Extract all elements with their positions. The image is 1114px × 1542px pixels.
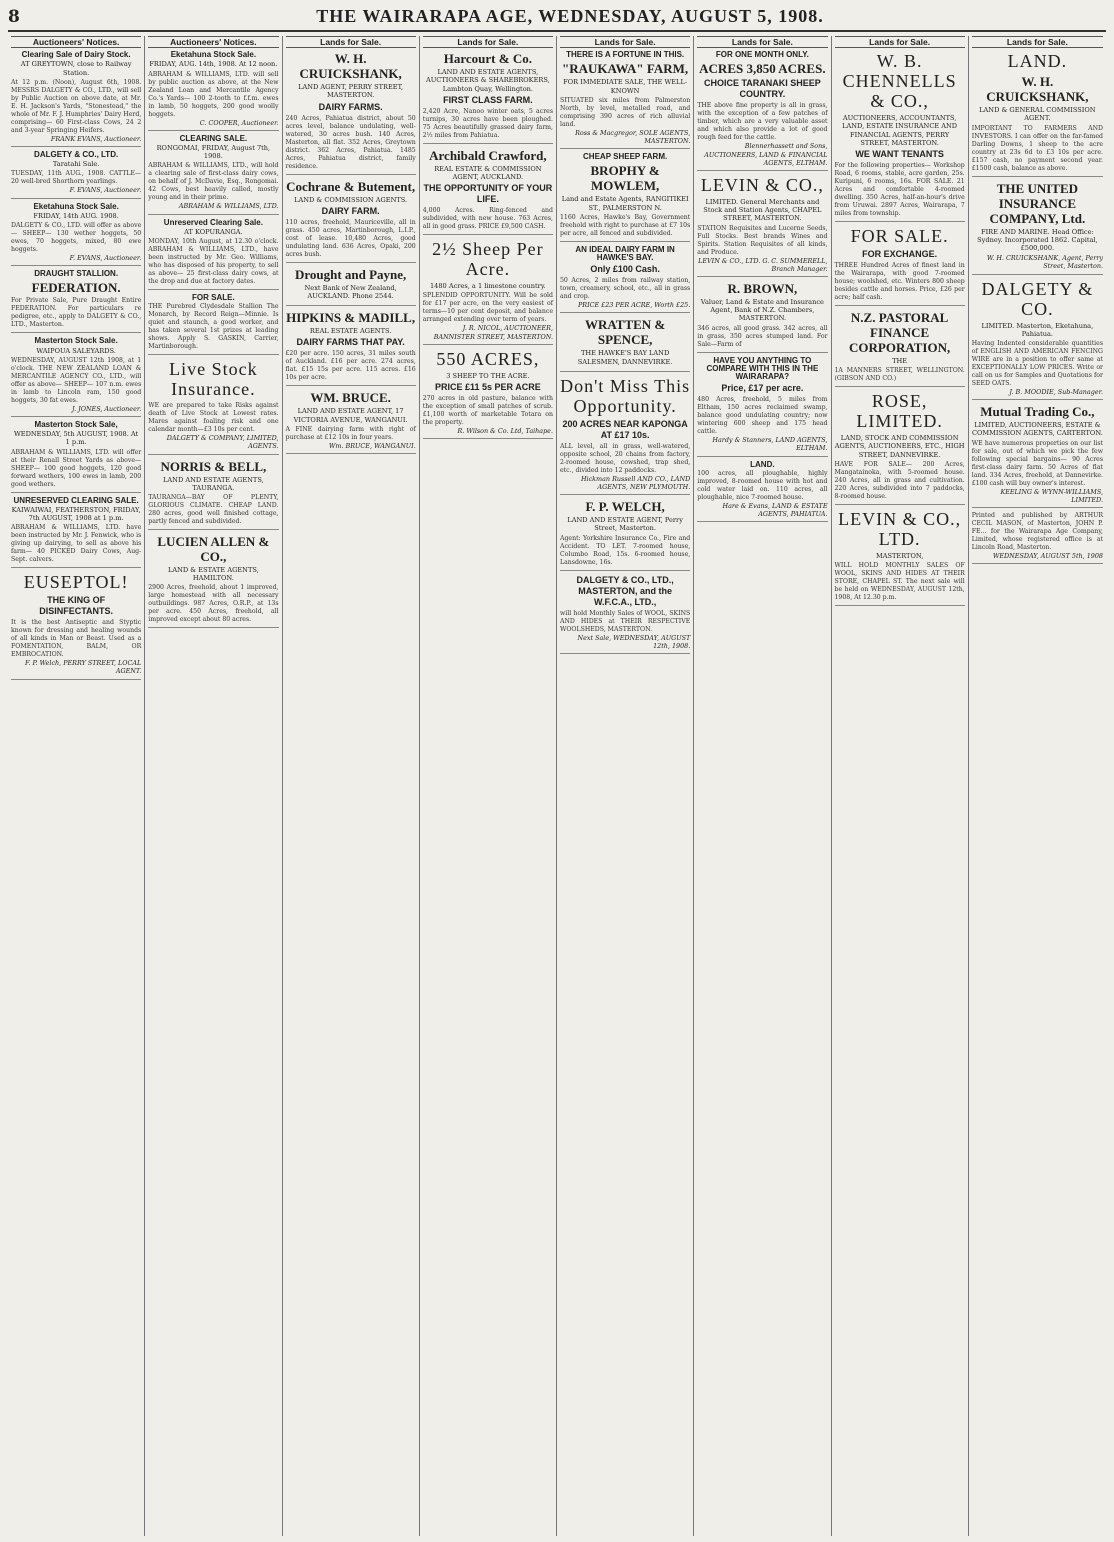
column-heading: Lands for Sale.	[835, 36, 965, 48]
advertisement	[423, 239, 553, 345]
ad-title: THERE IS A FORTUNE IN THIS.	[566, 50, 685, 60]
advertisement	[11, 151, 141, 199]
ad-body: WE have numerous properties on our list for sale, out of which we pick the few following special bargains— 90 Acres first-class dairy farm. 50 Acres of flat land. 334 Acres, freehold, at Dannevirke. £100 cash will buy owner's interest.	[971, 439, 1103, 487]
advertisement	[697, 461, 827, 523]
advertisement	[560, 376, 690, 495]
ad-signature: Hare & Evans, LAND & ESTATE AGENTS, PAHIATUA.	[722, 501, 828, 519]
ad-body: WILL HOLD MONTHLY SALES OF WOOL, SKINS AND HIDES AT THEIR STORE, CHAPEL ST. The next sale will be held on WEDNESDAY, AUGUST 12th, 1908, At 12.30 p.m.	[834, 562, 965, 602]
advertisement	[972, 51, 1103, 176]
advertisement	[148, 459, 278, 530]
advertisement	[286, 179, 416, 263]
ad-heading: Harcourt & Co.	[443, 51, 532, 67]
ad-heading: Archibald Crawford,	[429, 147, 547, 163]
ad-body: MONDAY, 10th August, at 12.30 o'clock. ABRAHAM & WILLIAMS, LTD., have been instructed by Mr. Geo. Williams, who has disposed of his property, to sell as above— 25 first-class dairy cows, at the drop and due at factory dates.	[148, 238, 279, 286]
ad-body: IMPORTANT TO FARMERS AND INVESTORS. I can offer on the far-famed Darling Downs, 1 sheep to the acre country at 23s 6d to £3 10s per acre. £157 cash, no payment second year. £1500 cash, balance as above.	[971, 124, 1103, 172]
advertisement	[11, 337, 141, 417]
ad-signature: Hardy & Stanners, LAND AGENTS, ELTHAM.	[712, 436, 828, 453]
ad-signature: R. Wilson & Co. Ltd, Taihape.	[457, 427, 553, 436]
advertisement	[560, 51, 690, 149]
advertisement	[148, 294, 278, 355]
ad-body: 110 acres, freehold, Mauriceville, all in grass. 450 acres, Martinborough, L.I.P., cost of lease. 10,480 Acres, good undulating land. 636 Acres, Opaki, 200 acres bush.	[285, 218, 416, 258]
ad-subtitle: LIMITED, AUCTIONEERS, ESTATE & COMMISSION AGENTS, CARTERTON.	[971, 421, 1103, 438]
ad-title: Clearing Sale of Dairy Stock.	[21, 50, 131, 60]
ad-body: Agent: Yorkshire Insurance Co., Fire and Accident. TO LET. 7-roomed house, Columbo Road, 15s. 6-roomed house, Lansdowne, 16s.	[560, 534, 691, 566]
advertisement	[835, 509, 965, 606]
advertisement	[560, 153, 690, 242]
ad-subtitle: Land and Estate Agents, RANGITIKEI ST., PALMERSTON N.	[561, 195, 689, 212]
ad-body: For the following properties— Workshop Road, 6 rooms, stable, acre garden, 25s. Kuripuni, 6 rooms, 16s. FOR SALE. 21 Acres and comfortable 4-roomed dwelling. 350 Acres, half-an-hour's drive from Uruwai. 2897 Acres, Wairarapa, 7 miles from township.	[834, 162, 965, 218]
ad-subtitle: LAND AND ESTATE AGENTS, AUCTIONEERS & SHAREBROKERS, Lambton Quay, Wellington.	[425, 68, 550, 93]
ad-subtitle: AUCTIONEERS, ACCOUNTANTS, LAND, ESTATE INSURANCE AND FINANCIAL AGENTS, PERRY STREET, MASTERTON.	[842, 114, 958, 147]
ad-subtitle: RONGOMAI, FRIDAY, August 7th, 1908.	[156, 144, 271, 161]
advertisement	[286, 310, 416, 386]
ad-body: ABRAHAM & WILLIAMS, LTD. will sell by public auction as above, at the New Zealand Loan and Mercantile Agency Co.'s Yards— 100 2-tooth to f.f.m. ewes in lamb, 50 hoggets, 200 good woolly hoggets.	[148, 70, 279, 118]
ad-signature: Hickman Russell AND CO., LAND AGENTS, NEW PLYMOUTH.	[580, 474, 691, 492]
ad-subtitle: Taratahi Sale.	[52, 160, 100, 169]
ad-signature: Ross & Macgregor, SOLE AGENTS, MASTERTON.	[575, 128, 691, 146]
ad-body: 50 Acres, 2 miles from railway station, town, creamery, school, etc., all in grass and crop.	[560, 277, 691, 301]
ad-display-heading: EUSEPTOL!	[23, 572, 129, 593]
ad-title: DALGETY & CO., LTD.	[34, 150, 119, 160]
column-heading: Lands for Sale.	[697, 36, 827, 48]
ad-body: WE are prepared to take Risks against death of Live Stock at Lowest rates. Mares against foaling risk and one calendar month—£3 10s per cent.	[148, 402, 279, 434]
ad-title: LAND.	[750, 459, 775, 469]
ad-subtitle: LAND AND ESTATE AGENTS, TAURANGA.	[163, 475, 264, 492]
ad-bold-line: CHOICE TARANAKI SHEEP COUNTRY.	[703, 78, 821, 100]
ad-display-heading: Live Stock Insurance.	[169, 359, 258, 400]
ad-title: Masterton Stock Sale.	[34, 336, 118, 346]
ad-display-heading: FOR SALE.	[850, 226, 949, 247]
newspaper-title: THE WAIRARAPA AGE, WEDNESDAY, AUGUST 5, 1908.	[316, 6, 824, 26]
ad-body: 1A MANNERS STREET, WELLINGTON. (GIBSON AND CO.)	[834, 367, 965, 383]
ad-signature: J. JONES, Auctioneer.	[72, 404, 142, 413]
ad-body: ABRAHAM & WILLIAMS, LTD., will hold a clearing sale of first-class dairy cows, on behalf of J. McDavie, Esq., Rongomai. 42 Cows, best heavily called, mostly young and in their prime.	[148, 162, 279, 202]
ad-title: AN IDEAL DAIRY FARM IN HAWKE'S BAY.	[575, 244, 675, 263]
advertisement	[423, 349, 553, 439]
advertisement	[11, 497, 141, 569]
advertisement	[835, 51, 965, 222]
ad-heading: Drought and Payne,	[294, 266, 407, 282]
ad-subtitle: LAND & GENERAL COMMISSION AGENT.	[979, 106, 1096, 123]
ad-signature: PRICE £23 PER ACRE, Worth £25.	[577, 301, 691, 310]
ad-bold-line: WE WANT TENANTS	[855, 149, 944, 160]
ad-title: CLEARING SALE.	[179, 133, 248, 143]
ad-signature: DALGETY & COMPANY, LIMITED, AGENTS.	[166, 434, 279, 451]
ad-heading: ACRES 3,850 ACRES.	[699, 61, 826, 77]
ad-body: STATION Requisites and Lucerne Seeds, Full Stocks. Best brands Wines and Spirits. Station Requisites of all kinds, and Produce.	[697, 224, 828, 256]
ad-signature: W. H. CRUICKSHANK, Agent, Perry Street, Masterton.	[986, 254, 1103, 271]
advertisement	[697, 357, 827, 457]
ad-title: Eketahuna Stock Sale.	[170, 50, 257, 60]
ad-bold-line: DALGETY & CO., LTD., MASTERTON, and the W.F.C.A., LTD.,	[576, 574, 674, 607]
advertisement	[972, 404, 1103, 508]
ad-subtitle: KAIWAIWAI, FEATHERSTON, FRIDAY, 7th AUGUST, 1908 at 1 p.m.	[11, 505, 141, 523]
ad-subtitle: Next Bank of New Zealand, AUCKLAND. Phone 2544.	[304, 283, 397, 301]
ad-bold-line: FOR EXCHANGE.	[862, 249, 938, 260]
masthead	[8, 6, 1106, 32]
ad-subtitle: WEDNESDAY, 5th AUGUST, 1908. At 1 p.m.	[14, 430, 139, 447]
ad-title: CHEAP SHEEP FARM.	[583, 152, 668, 162]
ad-bold-line: Only £100 Cash.	[590, 264, 660, 275]
ad-body: HAVE FOR SALE— 200 Acres, Mangatainoka, with 5-roomed house. 240 Acres, all in grass and cultivation. 220 Acres, subdivided into 7 paddocks, 8-roomed house.	[834, 460, 965, 500]
ad-body: For Private Sale, Pure Draught Entire FEDERATION. For particulars re pedigree, etc., apply to DALGETY & CO., LTD., Masterton.	[11, 297, 142, 329]
ad-heading: FEDERATION.	[31, 280, 121, 296]
ad-body: ALL level, all in grass, well-watered, opposite school, 20 chains from factory, 2-roomed house, cowshed, trap shed, etc., divided into 12 paddocks.	[560, 442, 691, 474]
ad-body: 270 acres in old pasture, balance with the exception of small patches of scrub. £1,100 worth of marketable Totara on the property.	[422, 395, 553, 427]
ad-body: 4,000 Acres. Ring-fenced and subdivided, with new house. 763 Acres, all in good grass. PRICE £9,500 CASH.	[422, 207, 553, 231]
ad-heading: WM. BRUCE.	[310, 390, 391, 406]
ad-heading: BROPHY & MOWLEM,	[590, 163, 660, 194]
ad-title: FOR ONE MONTH ONLY.	[715, 50, 809, 60]
column-6	[694, 36, 831, 1536]
advertisement	[560, 499, 690, 570]
ad-body: THE above fine property is all in grass, with the exception of a few patches of timber, which are a very valuable asset and which also provide a lot of good rough feed for the cattle.	[697, 102, 828, 142]
advertisement	[560, 317, 690, 371]
ad-heading: W. H. CRUICKSHANK,	[986, 74, 1089, 105]
column-2	[145, 36, 282, 1536]
advertisement	[835, 391, 965, 505]
ad-body: 346 acres, all good grass. 342 acres, all in grass, 350 acres stumped land. For Sale—Farm of	[697, 324, 828, 348]
ad-body: SPLENDID OPPORTUNITY. Will be sold for £17 per acre, on the very easiest of terms—10 per cent deposit, and balance arranged extending over term of years.	[422, 292, 553, 324]
ad-signature: FRANK EVANS, Auctioneer.	[50, 134, 142, 143]
ad-body: 2,420 Acre, Nanoo winter oats, 5 acres turnips, 30 acres have been ploughed. 75 Acres beautifully grassed dairy farm, 2½ miles from Pahiatua.	[422, 107, 553, 139]
ad-subtitle: 3 SHEEP TO THE ACRE.	[446, 371, 530, 380]
ad-title: UNRESERVED CLEARING SALE.	[13, 495, 139, 505]
column-heading: Lands for Sale.	[972, 36, 1103, 48]
advertisement	[11, 572, 141, 679]
column-3	[283, 36, 420, 1536]
ad-subtitle: LIMITED. General Merchants and Stock and Station Agents, CHAPEL STREET, MASTERTON.	[703, 198, 822, 223]
advertisement	[697, 175, 827, 277]
ad-display-heading: 2½ Sheep Per Acre.	[432, 239, 544, 280]
ad-body: At 12 p.m. (Noon), August 6th, 1908. MESSRS DALGETY & CO., LTD., will sell by Public Auction on above date, at Mr. E. H. Jackson's Yards, "Stonestead," the whole of Mr. F. J. Humphries' Dairy Herd, comprising— 60 First-class Cows, 24 2 and 3-year Springing Heifers.	[11, 78, 142, 134]
ad-heading: R. BROWN,	[727, 281, 798, 297]
column-heading: Lands for Sale.	[423, 36, 553, 48]
advertisement	[972, 512, 1103, 564]
ad-signature: LEVIN & CO., LTD. G. C. SUMMERELL, Branch Manager.	[698, 256, 828, 273]
ad-subtitle: FRIDAY, 14th AUG. 1908.	[33, 211, 119, 220]
advertisement	[835, 310, 965, 387]
advertisement	[423, 148, 553, 235]
ad-body: 480 Acres, freehold, 5 miles from Eltham, 150 acres reclaimed swamp, balance good undulating country; now wintering 600 sheep and 175 head cattle.	[697, 396, 828, 436]
ad-display-heading: W. B. CHENNELLS & CO.,	[842, 51, 957, 112]
ad-subtitle: MASTERTON,	[875, 551, 924, 560]
ad-body: TUESDAY, 11th AUG., 1908. CATTLE— 20 well-bred Shorthorn yearlings.	[11, 170, 142, 186]
ad-subtitle: THE HAWKE'S BAY LAND SALESMEN, DANNEVIRKE.	[577, 349, 673, 366]
ad-bold-line: DAIRY FARMS THAT PAY.	[296, 337, 405, 348]
ad-body: 100 acres, all ploughable, highly improved, 8-roomed house with hot and cold water laid on. 110 acres, all ploughable, nice 7-roomed house.	[697, 469, 828, 501]
advertisement	[148, 51, 278, 131]
ad-subtitle: LIMITED. Masterton, Eketahuna, Pahiatua.	[981, 321, 1094, 338]
ad-subtitle: Valuer, Land & Estate and Insurance Agent, Bank of N.Z. Chambers, MASTERTON.	[700, 298, 824, 323]
advertisement	[148, 359, 278, 454]
ad-bold-line: PRICE £11 5s PER ACRE	[435, 382, 541, 393]
ad-heading: LUCIEN ALLEN & CO.,	[157, 534, 270, 565]
ad-signature: F. EVANS, Auctioneer.	[69, 254, 142, 263]
advertisement	[148, 135, 278, 215]
ad-signature: WEDNESDAY, AUGUST 5th, 1908	[992, 552, 1103, 561]
ad-subtitle: THE	[892, 357, 908, 366]
advertisement	[972, 279, 1103, 401]
ad-bold-line: DAIRY FARMS.	[318, 101, 383, 112]
column-1	[8, 36, 145, 1536]
ad-body: Printed and published by ARTHUR CECIL MASON, of Masterton, JOHN P. FE... for the Wairarapa Age Company, Limited, whose registered office is at Lincoln Road, Masterton.	[971, 512, 1103, 552]
ad-heading: Mutual Trading Co.,	[980, 404, 1095, 420]
advertisement	[11, 51, 141, 147]
ad-bold-line: DAIRY FARM.	[321, 205, 380, 216]
ad-heading: THE UNITED INSURANCE COMPANY, Ltd.	[989, 180, 1086, 226]
advertisement	[697, 281, 827, 353]
ad-body: ABRAHAM & WILLIAMS, LTD. will offer at their Renall Street Yards as above— SHEEP— 100 good hoggets, 120 good forward wethers, 100 ewes in lamb, 200 good wethers.	[11, 448, 142, 488]
ad-subtitle: LAND AGENT, PERRY STREET, MASTERTON.	[298, 83, 404, 100]
ad-body: 240 Acres, Pahiatua district, about 50 acres level, balance undulating, well-watered, 30 acres bush. 140 Acres, Masterton, all flat. 352 Acres, Greytown district. 362 Acres, Pahiatua. 1485 Acres, Pahiatua district, family residence.	[285, 114, 416, 170]
ad-display-heading: LEVIN & CO., LTD.	[838, 508, 962, 549]
ad-heading: "RAUKAWA" FARM,	[562, 61, 689, 77]
advertisement	[286, 390, 416, 454]
columns-container	[8, 36, 1106, 1536]
ad-body: TAURANGA—BAY OF PLENTY, GLORIOUS CLIMATE. CHEAP LAND. 280 acres, good well finished cottage, partly fenced and subdivided.	[148, 494, 279, 526]
column-4	[420, 36, 557, 1536]
advertisement	[423, 51, 553, 144]
ad-display-heading: LAND.	[1007, 51, 1068, 72]
ad-title: FOR SALE.	[192, 293, 235, 303]
advertisement	[697, 51, 827, 171]
ad-body: WEDNESDAY, AUGUST 12th 1908, at 1 o'clock. THE NEW ZEALAND LOAN & MERCANTILE AGENCY CO., LTD., will offer as above— SHEEP— 107 n.m. ewes in lamb to Lincoln ram, 150 good hoggets, 30 fat ewes.	[11, 356, 142, 404]
ad-subtitle: FRIDAY, AUG. 14th, 1908. At 12 noon.	[149, 60, 278, 69]
ad-signature: J. B. MOODIE, Sub-Manager.	[1009, 388, 1103, 397]
ad-display-heading: 550 ACRES,	[436, 348, 540, 369]
column-5	[557, 36, 694, 1536]
ad-heading: W. H. CRUICKSHANK,	[299, 51, 402, 82]
ad-bold-line: THE OPPORTUNITY OF YOUR LIFE.	[423, 183, 553, 205]
ad-subtitle: REAL ESTATE & COMMISSION AGENT, AUCKLAND.	[434, 164, 542, 182]
ad-bold-line: THE KING OF DISINFECTANTS.	[39, 595, 114, 617]
ad-subtitle: 1480 Acres, a 1 limestone country.	[429, 282, 546, 291]
ad-signature: Blennerhassett and Sons, AUCTIONEERS, LAND & FINANCIAL AGENTS, ELTHAM.	[704, 142, 828, 167]
ad-heading: Cochrane & Butement,	[286, 178, 416, 194]
advertisement	[11, 270, 141, 333]
advertisement	[286, 267, 416, 306]
ad-body: ABRAHAM & WILLIAMS, LTD. have been instructed by Mr. J. Fenwick, who is giving up dairying, to sell as above his farm— 40 PICKED Dairy Cows, Aug-Sept. calvers.	[11, 524, 142, 564]
ad-heading: F. P. WELCH,	[585, 499, 665, 515]
ad-display-heading: Don't Miss This Opportunity.	[560, 375, 691, 416]
ad-heading: HIPKINS & MADILL,	[286, 310, 416, 326]
advertisement	[972, 181, 1103, 275]
ad-signature: J. R. NICOL, AUCTIONEER, BANNISTER STREET, MASTERTON.	[433, 324, 553, 341]
ad-subtitle: WAIPOUA SALEYARDS.	[36, 346, 116, 355]
ad-bold-line: FIRST CLASS FARM.	[443, 94, 533, 105]
ad-subtitle: REAL ESTATE AGENTS.	[309, 327, 392, 336]
ad-signature: C. COOPER, Auctioneer.	[199, 118, 279, 127]
ad-title: Masterton Stock Sale,	[34, 420, 118, 430]
ad-signature: KEELING & WYNN-WILLIAMS, LIMITED.	[1000, 487, 1103, 504]
page-number: 8	[8, 7, 20, 27]
ad-subtitle: AT KOPURANGA.	[184, 227, 243, 236]
ad-signature: F. EVANS, Auctioneer.	[69, 186, 142, 195]
ad-body: DALGETY & CO., LTD. will offer as above— SHEEP— 130 wether hoggets, 50 ewes, 70 hoggets, mixed, 80 ewe hoggets.	[11, 222, 142, 254]
ad-title: HAVE YOU ANYTHING TO COMPARE WITH THIS IN THE WAIRARAPA?	[706, 355, 819, 382]
ad-body: THE Purebred Clydesdale Stallion The Monarch, by Record Reign—Minnie. Is quiet and staunch, a good worker, and has taken several 1st prizes at leading shows. Apply S. GASKIN, Carrier, Martinborough.	[148, 303, 279, 351]
ad-title: Unreserved Clearing Sale.	[163, 217, 263, 227]
ad-subtitle: LAND, STOCK AND COMMISSION AGENTS, AUCTIONEERS, ETC., HIGH STREET, DANNEVIRKE.	[834, 434, 965, 459]
ad-body: It is the best Antiseptic and Styptic known for dressing and healing wounds of all kinds in Man or Beast. Used as a FOMENTATION, BALM, OR EMBROCATION.	[11, 619, 142, 659]
ad-title: Eketahuna Stock Sale.	[33, 201, 119, 211]
ad-body: will hold Monthly Sales of WOOL, SKINS AND HIDES at THEIR RESPECTIVE WOOLSHEDS, MASTERTON.	[560, 609, 691, 633]
advertisement	[148, 219, 278, 290]
column-heading: Auctioneers' Notices.	[148, 36, 278, 48]
advertisement	[560, 575, 690, 654]
ad-body: A FINE dairying farm with right of purchase at £12 10s in four years.	[285, 425, 416, 441]
ad-subtitle: LAND & ESTATE AGENTS, HAMILTON.	[168, 566, 259, 583]
ad-body: 2900 Acres, freehold, about 1 improved, large homestead with all necessary outbuildings. 987 Acres, O.R.P., at 13s per acre. 450 Acres, freehold, all improved except about 80 acres.	[148, 584, 279, 624]
ad-bold-line: 200 ACRES NEAR KAPONGA AT £17 10s.	[562, 418, 688, 440]
ad-display-heading: DALGETY & CO.	[981, 278, 1094, 319]
ad-signature: Wm. BRUCE, WANGANUI.	[328, 441, 416, 450]
ad-body: SITUATED six miles from Palmerston North, by level, metalled road, and comprising 390 acres of rich alluvial land.	[560, 96, 691, 128]
ad-body: THREE Hundred Acres of finest land in the Wairarapa, with good 7-roomed house; woolshed, etc. Winters 800 sheep besides cattle and horses. Price, £26 per acre; half cash.	[834, 262, 965, 302]
advertisement	[148, 534, 278, 628]
ad-display-heading: ROSE, LIMITED.	[856, 391, 943, 432]
advertisement	[560, 246, 690, 314]
ad-subtitle: FIRE AND MARINE. Head Office: Sydney. Incorporated 1862. Capital, £500,000.	[977, 227, 1098, 253]
ad-subtitle: LAND & COMMISSION AGENTS.	[294, 195, 408, 204]
column-7	[832, 36, 969, 1536]
column-heading: Lands for Sale.	[286, 36, 416, 48]
advertisement	[835, 226, 965, 306]
ad-body: Having Indented considerable quantities of ENGLISH AND AMERICAN FENCING WIRE are in a position to offer same at EXCEPTIONALLY LOW PRICES. Write or call on us for Samples and Quotations for SEED OATS.	[971, 340, 1103, 388]
ad-subtitle: LAND AND ESTATE AGENT, Perry Street, Masterton.	[567, 516, 683, 533]
column-heading: Auctioneers' Notices.	[11, 36, 141, 48]
column-8	[969, 36, 1106, 1536]
ad-heading: N.Z. PASTORAL FINANCE CORPORATION,	[849, 310, 951, 356]
ad-body: £20 per acre. 150 acres, 31 miles south of Auckland. £16 per acre. 274 acres, flat. £15 15s per acre. 115 acres. £16 10s per acre.	[285, 350, 416, 382]
ad-subtitle: FOR IMMEDIATE SALE, THE WELL-KNOWN	[563, 78, 688, 95]
ad-display-heading: LEVIN & CO.,	[700, 175, 824, 196]
ad-body: 1160 Acres, Hawke's Bay, Government freehold with right to purchase at £7 10s per acre, all fenced and subdivided.	[560, 213, 691, 237]
advertisement	[286, 51, 416, 174]
ad-heading: WRATTEN & SPENCE,	[584, 317, 666, 348]
ad-heading: NORRIS & BELL,	[160, 458, 267, 474]
ad-signature: ABRAHAM & WILLIAMS, LTD.	[178, 202, 279, 211]
ad-title: DRAUGHT STALLION.	[34, 269, 119, 279]
ad-signature: F. P. Welch, PERRY STREET, LOCAL AGENT.	[25, 659, 142, 676]
ad-subtitle: LAND AND ESTATE AGENT, 17 VICTORIA AVENUE, WANGANUI.	[293, 407, 408, 424]
advertisement	[11, 203, 141, 267]
advertisement	[11, 421, 141, 493]
ad-subtitle: AT GREYTOWN, close to Railway Station.	[20, 60, 132, 77]
ad-bold-line: Price, £17 per acre.	[721, 383, 804, 394]
column-heading: Lands for Sale.	[560, 36, 690, 48]
ad-signature: Next Sale, WEDNESDAY, AUGUST 12th, 1908.	[577, 633, 691, 650]
